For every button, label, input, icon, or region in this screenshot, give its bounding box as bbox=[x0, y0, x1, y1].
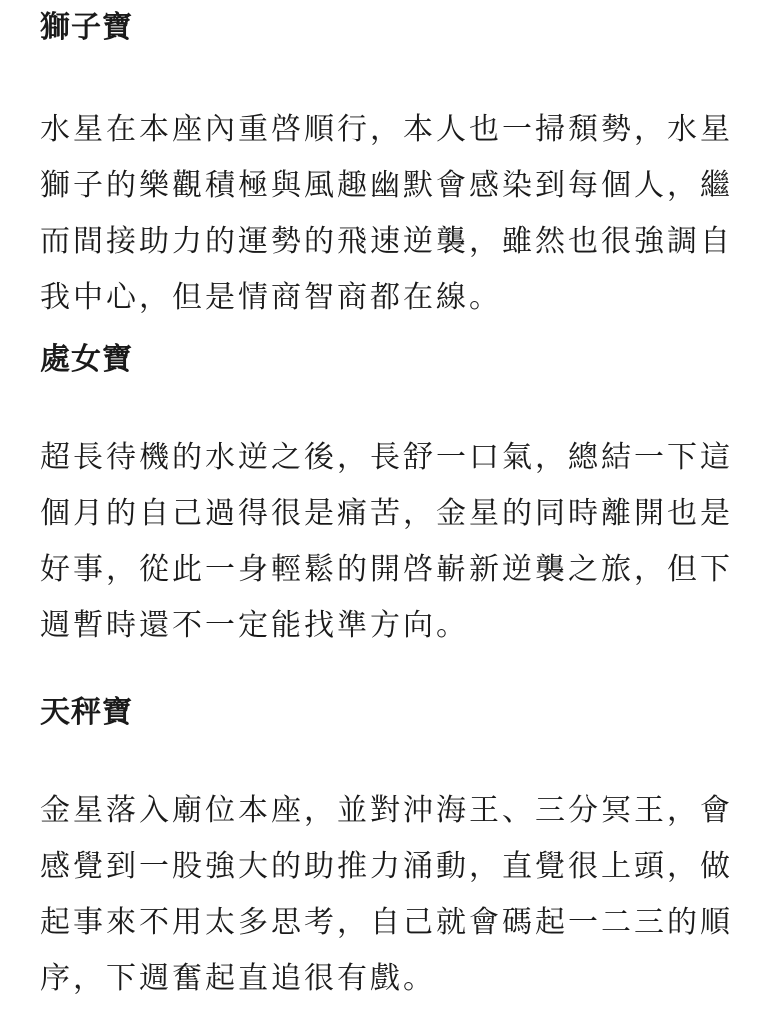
body-line: 超長待機的水逆之後，長舒一口氣，總結一下這 bbox=[40, 440, 733, 475]
section-body-leo bbox=[40, 102, 744, 326]
body-line: 好事，從此一身輕鬆的開啓嶄新逆襲之旅，但下 bbox=[40, 552, 733, 587]
body-line: 金星落入廟位本座，並對沖海王、三分冥王，會 bbox=[40, 793, 733, 828]
body-line: 週暫時還不一定能找準方向。 bbox=[40, 608, 469, 643]
body-line: 序，下週奮起直追很有戲。 bbox=[40, 961, 436, 996]
body-line: 水星在本座內重啓順行，本人也一掃頹勢，水星 bbox=[40, 112, 733, 147]
body-line: 而間接助力的運勢的飛速逆襲，雖然也很強調自 bbox=[40, 224, 733, 259]
body-line: 起事來不用太多思考，自己就會碼起一二三的順 bbox=[40, 905, 733, 940]
section-heading-libra: 天秤寶 bbox=[40, 695, 133, 730]
body-line: 個月的自己過得很是痛苦，金星的同時離開也是 bbox=[40, 496, 733, 531]
section-body-libra bbox=[40, 783, 744, 1007]
body-line: 我中心，但是情商智商都在線。 bbox=[40, 280, 502, 315]
section-heading-leo: 獅子寶 bbox=[40, 10, 133, 45]
body-line: 獅子的樂觀積極與風趣幽默會感染到每個人，繼 bbox=[40, 168, 733, 203]
body-line: 感覺到一股強大的助推力涌動，直覺很上頭，做 bbox=[40, 849, 733, 884]
section-body-virgo bbox=[40, 430, 744, 654]
section-heading-virgo: 處女寶 bbox=[40, 342, 133, 377]
